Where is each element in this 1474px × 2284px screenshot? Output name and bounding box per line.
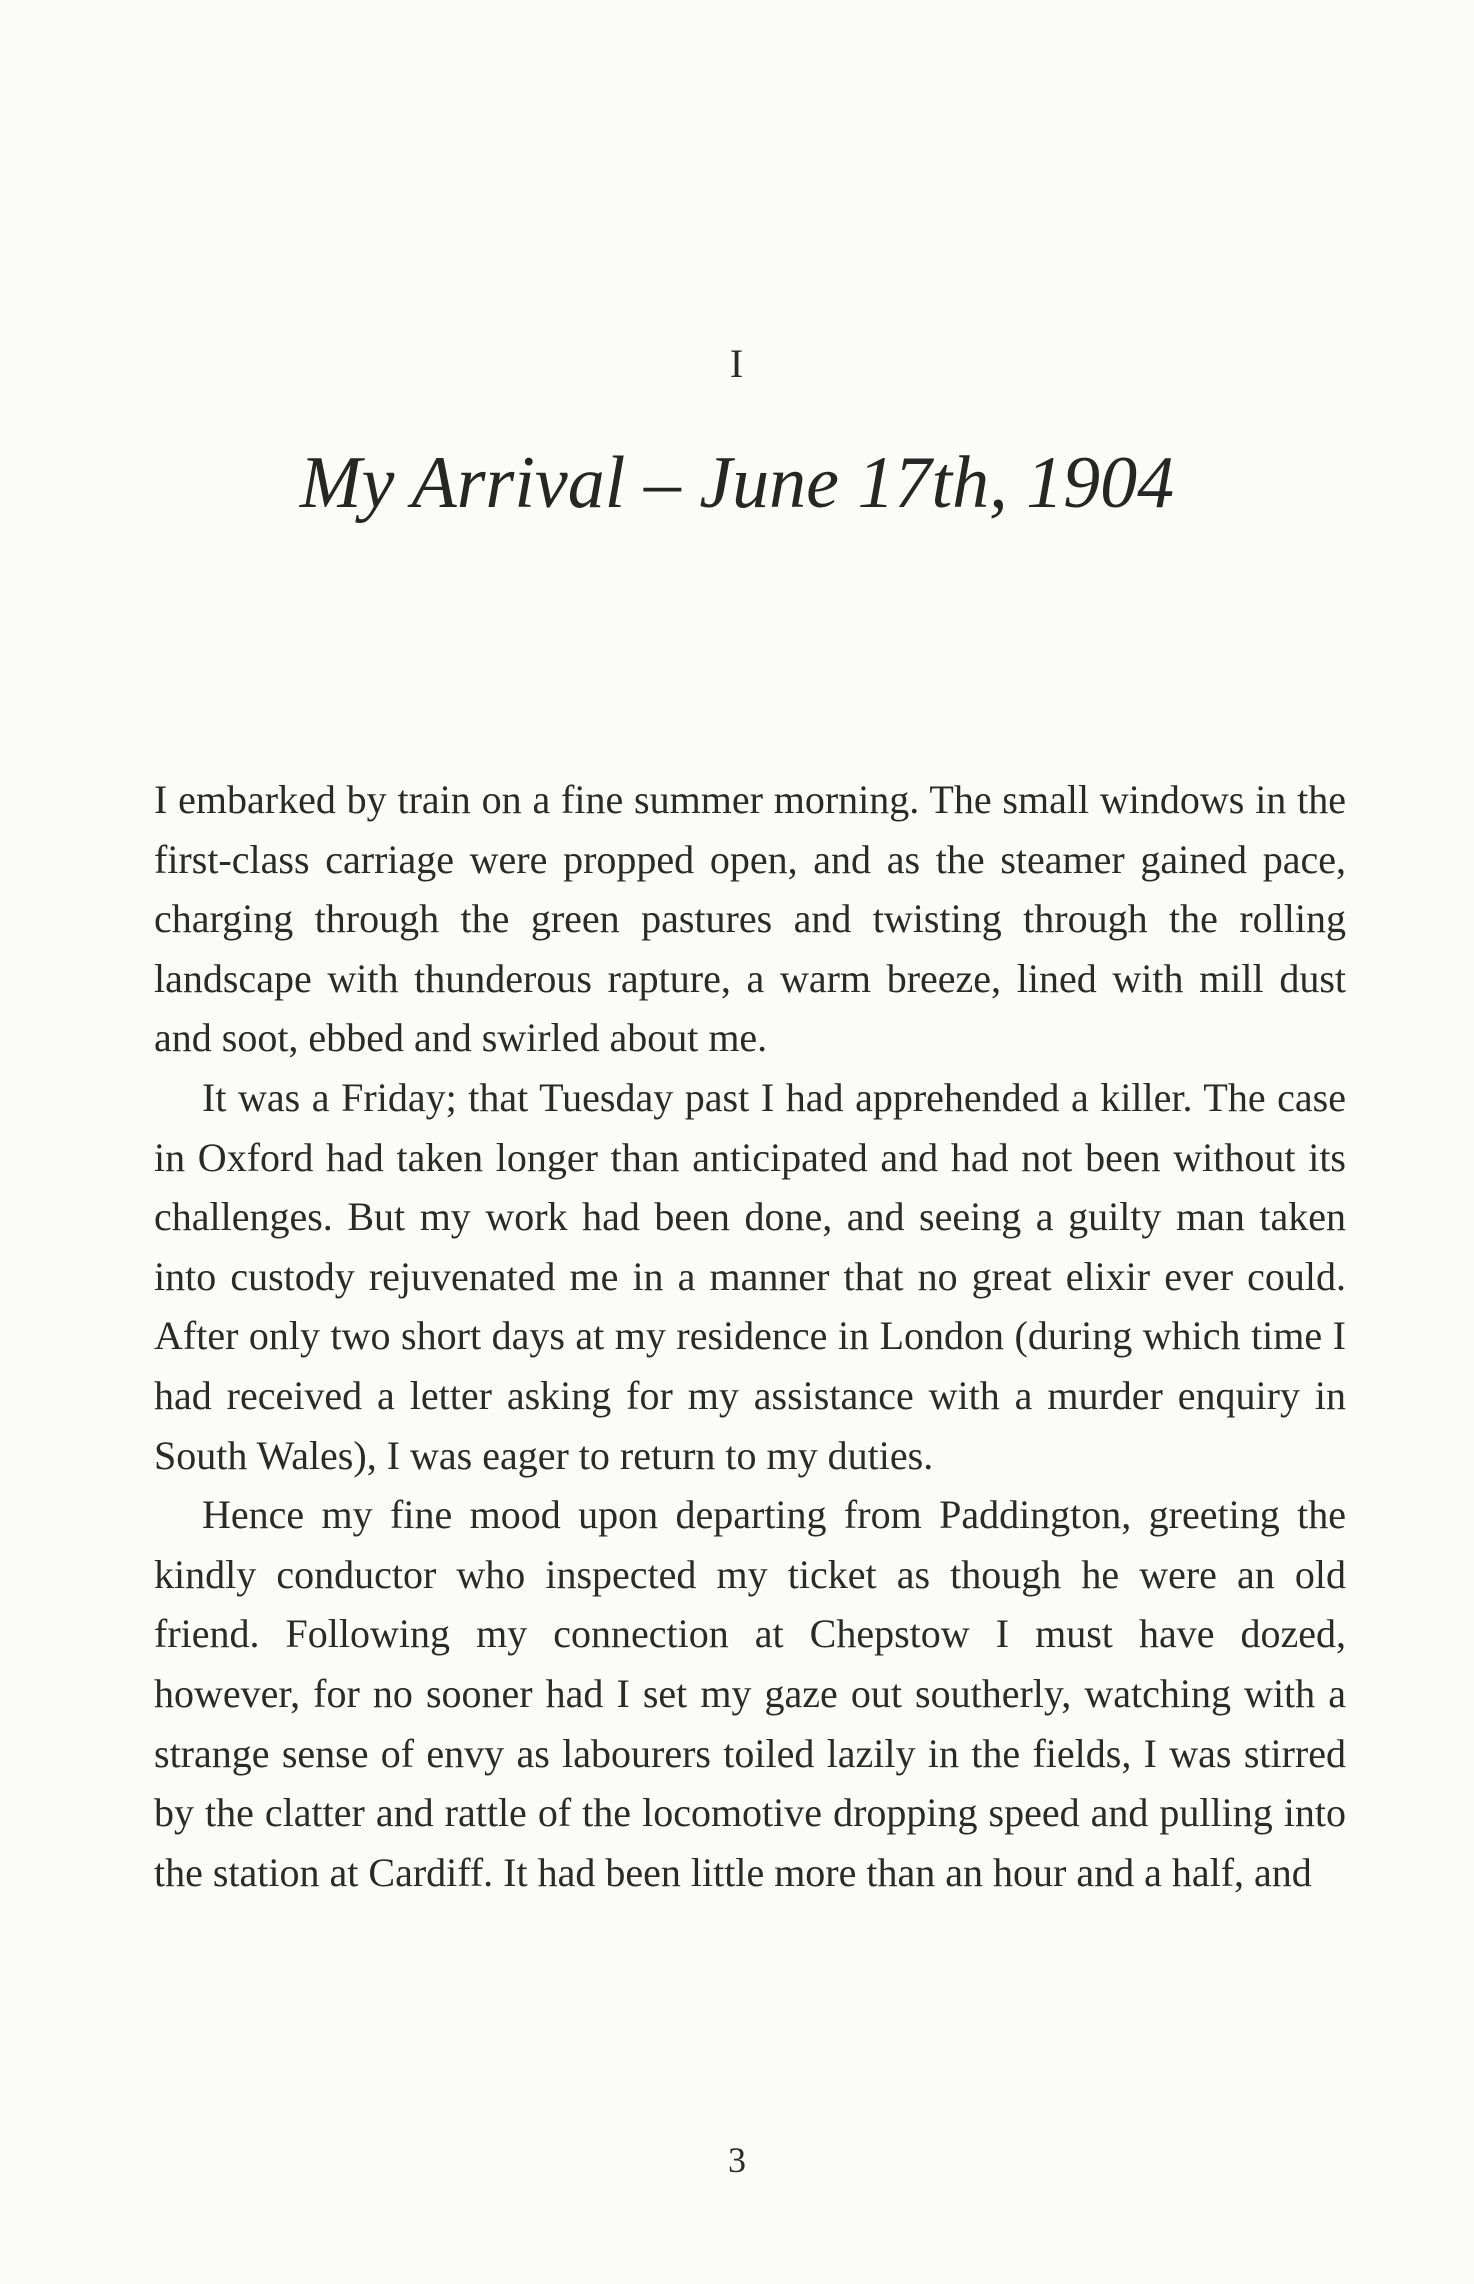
chapter-number: I: [729, 341, 745, 386]
paragraph: It was a Friday; that Tuesday past I had apprehended a killer. The case in Oxford had taken longer than anticipated and had not been without its challenges. But my work had been done, and seeing a guilty man taken into custody rejuvenated me in a manner that no great elixir ever could. After only two short days at my residence in London (during which time I had received a letter asking for my assistance with a murder enquiry in South Wales), I was eager to return to my duties.: [154, 1074, 1346, 1478]
paragraph: Hence my fine mood upon departing from Paddington, greeting the kindly conductor who inspected my ticket as though he were an old friend. Following my connection at Chepstow I must have dozed, however, for no sooner had I set my gaze out southerly, watching with a strange sense of envy as labourers toiled lazily in the fields, I was stirred by the clatter and rattle of the locomotive dropping speed and pulling into the station at Cardiff. It had been little more than an hour and a half, and: [154, 1492, 1346, 1895]
chapter-title: My Arrival – June 17th, 1904: [299, 442, 1175, 524]
page-number: 3: [728, 2140, 746, 2180]
chapter-body: [154, 770, 1346, 1902]
paragraph: I embarked by train on a fine summer morning. The small windows in the first-class carriage were propped open, and as the steamer gained pace, charging through the green pastures and twisting through the rolling landscape with thunderous rapture, a warm breeze, lined with mill dust and soot, ebbed and swirled about me.: [154, 777, 1346, 1061]
